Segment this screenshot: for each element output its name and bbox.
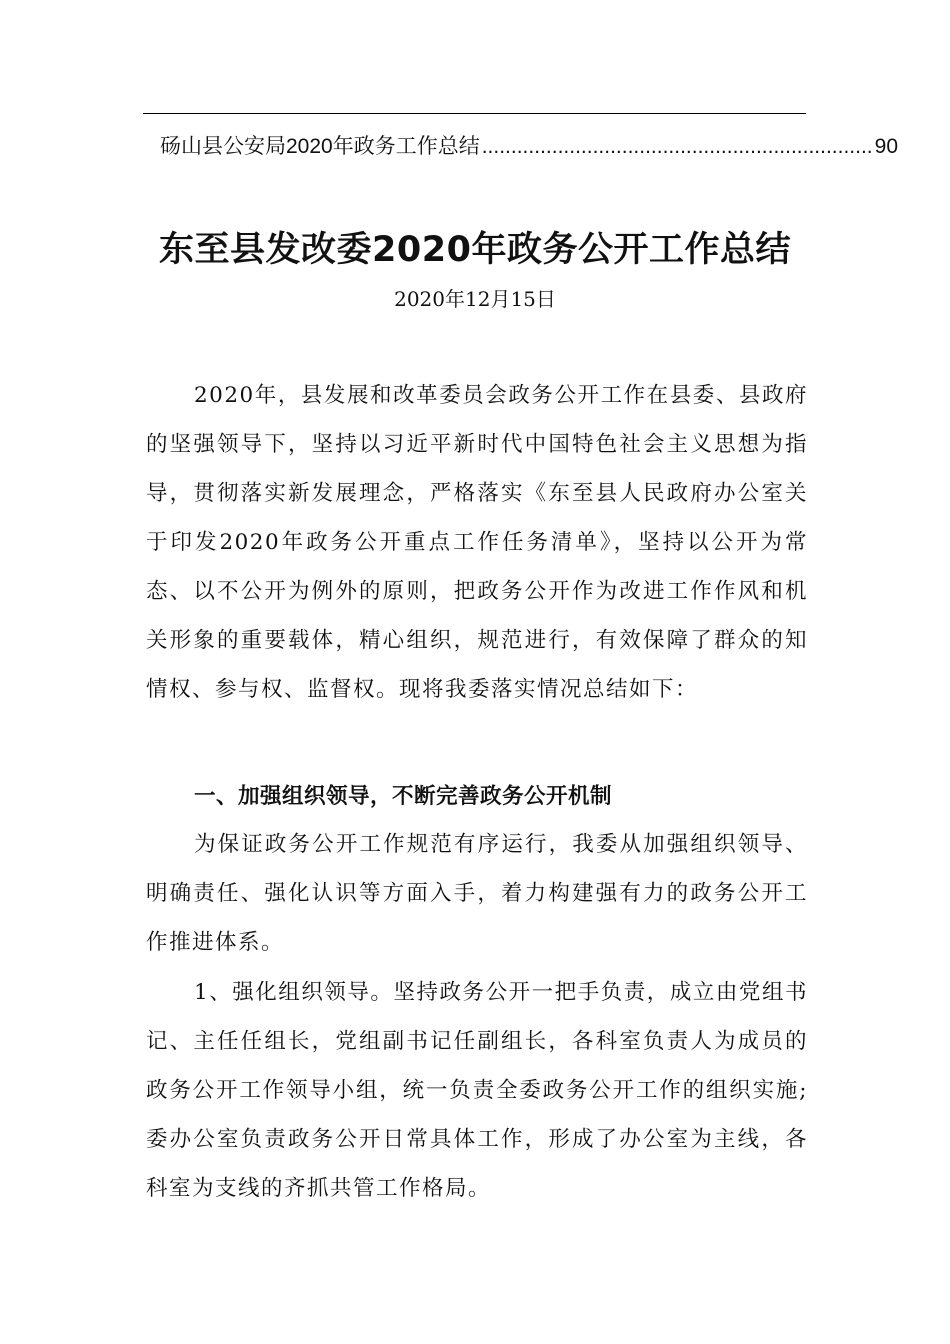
section-heading-1: 一、加强组织领导，不断完善政务公开机制 (194, 784, 613, 809)
document-date: 2020年12月15日 (394, 287, 556, 311)
toc-page-number: 90 (874, 135, 898, 158)
toc-entry[interactable] (160, 130, 898, 164)
section-1-intro-paragraph: 为保证政务公开工作规范有序运行，我委从加强组织领导、明确责任、强化认识等方面入手，着力构建强有力的政务公开工作推进体系。 (146, 832, 808, 955)
toc-divider-line (143, 113, 806, 114)
intro-paragraph: 2020年，县发展和改革委员会政务公开工作在县委、县政府的坚强领导下，坚持以习近平新时代中国特色社会主义思想为指导，贯彻落实新发展理念，严格落实《东至县人民政府办公室关于印发2020年政务公开重点工作任务清单》，坚持以公开为常态、以不公开为例外的原则，把政务公开作为改进工作作风和机关形象的重要载体，精心组织，规范进行，有效保障了群众的知情权、参与权、监督权。现将我委落实情况总结如下： (146, 383, 808, 702)
toc-entry-title: 砀山县公安局2020年政务工作总结 (160, 135, 480, 158)
document-title: 东至县发改委2020年政务公开工作总结 (159, 230, 791, 270)
item-1-paragraph: 1、强化组织领导。坚持政务公开一把手负责，成立由党组书记、主任任组长，党组副书记任副组长，各科室负责人为成员的政务公开工作领导小组，统一负责全委政务公开工作的组织实施;委办公室负责政务公开日常具体工作，形成了办公室为主线，各科室为支线的齐抓共管工作格局。 (146, 980, 808, 1201)
toc-leader-dots: ................................................................... (481, 135, 873, 158)
